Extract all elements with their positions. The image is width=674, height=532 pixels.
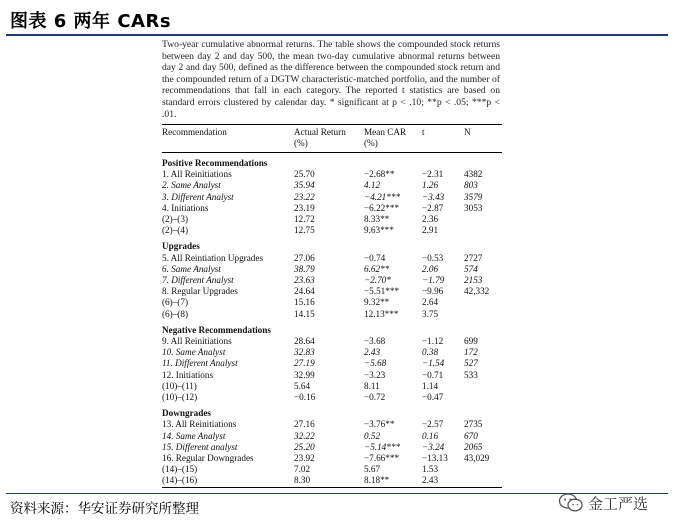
cell-mean-car: −5.68 [364,358,387,369]
cell-actual-return: 38.79 [294,263,315,274]
cell-mean-car: −3.68 [364,336,386,347]
title-divider [6,34,668,36]
cell-recommendation: 12. Initiations [162,369,214,380]
cell-recommendation: 16. Regular Downgrades [162,453,254,464]
cell-recommendation: (6)–(7) [162,297,189,308]
cell-t: 2.43 [422,475,464,487]
cell-t: −2.31 [422,169,444,180]
cell-recommendation: (10)–(12) [162,392,198,403]
cell-t: 0.38 [422,347,439,358]
section-header-row [162,153,502,170]
table-row [162,264,502,275]
cell-mean-car: 9.63*** [364,225,394,236]
cell-t: −0.47 [422,392,444,403]
cell-n [464,225,502,236]
header-actual-return: Actual Return (%) [294,127,346,148]
cell-actual-return: 32.22 [294,430,315,441]
cell-actual-return: 25.70 [294,169,315,180]
cell-mean-car: −6.22*** [364,202,400,213]
table-caption: Two-year cumulative abnormal returns. The table shows the compounded stock returns between day 2 and day 500, the mean two-day cumulative abnormal returns between day 2 and day 500, defined as the difference between the compounded stock return and the compounded return of a DGTW characteristic-matched portfolio, and the number of recommendations that fall in each category. The reported t statistics are based on standard errors clustered by calendar day. * significant at p < .10; **p < .05; ***p < .01. [162,39,500,120]
cell-t: 2.91 [422,225,439,236]
cell-mean-car: −0.72 [364,392,386,403]
cell-mean-car: −5.14*** [364,441,401,452]
cell-t: 0.16 [422,430,439,441]
cell-mean-car: −7.66*** [364,453,400,464]
cell-actual-return: 25.20 [294,441,315,452]
cell-recommendation: 15. Different analyst [162,441,238,452]
cell-actual-return: 28.64 [294,336,315,347]
table-row [162,419,502,430]
header-mean-car: Mean CAR (%) [364,127,407,148]
cell-t: −13.13 [422,453,448,464]
cell-recommendation: 8. Regular Upgrades [162,286,238,297]
cell-recommendation: 2. Same Analyst [162,180,221,191]
cell-t: −3.43 [422,191,445,202]
header-recommendation: Recommendation [162,127,227,137]
cell-recommendation: 14. Same Analyst [162,430,226,441]
cell-recommendation: 3. Different Analyst [162,191,234,202]
cell-t: −9.96 [422,286,444,297]
cell-n: 527 [464,358,478,369]
table-row [162,358,502,369]
cell-t: 2.64 [422,297,439,308]
table-row [162,464,502,475]
cell-actual-return: 27.16 [294,419,315,430]
table-header-row [162,125,502,153]
cell-t: −3.24 [422,441,445,452]
table-row [162,297,502,308]
table-row [162,286,502,297]
cell-mean-car: −4.21*** [364,191,401,202]
cell-mean-car: 8.33** [364,214,390,225]
table-row [162,347,502,358]
section-header-row [162,320,502,336]
cell-actual-return: 12.72 [294,214,315,225]
table-row [162,370,502,381]
cell-n [464,392,502,403]
cell-n [464,475,502,487]
cell-mean-car: 8.18** [364,475,422,487]
cell-mean-car: 8.11 [364,380,380,391]
cell-n: 2153 [464,275,483,286]
cell-actual-return: 7.02 [294,464,311,475]
cell-mean-car: 9.32** [364,297,390,308]
cell-n: 803 [464,180,478,191]
cell-recommendation: 7. Different Analyst [162,275,234,286]
cell-n [464,297,502,308]
brand-watermark [558,492,648,514]
cell-n: 2727 [464,252,483,263]
cell-actual-return: 15.16 [294,297,315,308]
cell-mean-car: 0.52 [364,430,381,441]
cell-mean-car: −2.68** [364,169,395,180]
cell-n: 2065 [464,441,483,452]
wechat-icon [558,492,584,514]
cell-recommendation: 1. All Reinitiations [162,169,232,180]
cell-recommendation: (10)–(11) [162,380,197,391]
cell-t: −2.87 [422,202,444,213]
cell-actual-return: 5.64 [294,380,311,391]
table-body [162,153,502,488]
table-row [162,192,502,203]
cell-recommendation: 13. All Reinitiations [162,419,237,430]
cell-mean-car: 12.13*** [364,308,399,319]
cell-recommendation: (14)–(16) [162,475,294,487]
car-table [162,124,502,488]
cell-actual-return: −0.16 [294,392,316,403]
cell-t: −1.54 [422,358,445,369]
table-row [162,203,502,214]
cell-recommendation: 9. All Reinitiations [162,336,232,347]
brand-name: 金工严选 [588,494,649,513]
cell-recommendation: (2)–(3) [162,214,189,225]
cell-mean-car: −3.23 [364,369,386,380]
table-row [162,169,502,180]
section-title: Upgrades [162,241,200,252]
table-row [162,475,502,487]
table-row [162,336,502,347]
cell-recommendation: 4. Initiations [162,202,209,213]
cell-n [464,309,502,320]
cell-n: 699 [464,336,478,347]
header-t: t [422,127,425,137]
cell-n: 533 [464,369,478,380]
table-row [162,453,502,464]
section-title: Negative Recommendations [162,324,271,335]
cell-actual-return: 27.06 [294,252,315,263]
cell-t: −2.57 [422,419,444,430]
cell-mean-car: −0.74 [364,252,386,263]
cell-t: 1.14 [422,380,439,391]
cell-n: 3579 [464,191,483,202]
cell-t: 2.36 [422,214,439,225]
cell-t: −1.79 [422,275,445,286]
cell-actual-return: 12.75 [294,225,315,236]
cell-actual-return: 23.92 [294,453,315,464]
section-header-row [162,236,502,252]
cell-recommendation: 5. All Reintiation Upgrades [162,252,264,263]
cell-n [464,214,502,225]
cell-n: 3053 [464,202,483,213]
cell-recommendation: (6)–(8) [162,308,189,319]
header-n: N [464,127,471,137]
table-row [162,442,502,453]
cell-n [464,464,502,475]
cell-n: 670 [464,430,478,441]
cell-n: 42,332 [464,286,490,297]
cell-recommendation: 11. Different Analyst [162,358,238,369]
table-row [162,180,502,191]
cell-actual-return: 32.99 [294,369,315,380]
cell-actual-return: 8.30 [294,475,364,487]
table-row [162,309,502,320]
cell-n: 172 [464,347,478,358]
source-note: 资料来源：华安证券研究所整理 [10,501,199,517]
cell-mean-car: 2.43 [364,347,381,358]
table-row [162,431,502,442]
cell-mean-car: 4.12 [364,180,381,191]
table-row [162,392,502,403]
cell-actual-return: 23.63 [294,275,315,286]
cell-actual-return: 23.19 [294,202,315,213]
cell-n: 574 [464,263,478,274]
cell-n: 4382 [464,169,483,180]
cell-n: 2735 [464,419,483,430]
cell-recommendation: (2)–(4) [162,225,189,236]
section-title: Positive Recommendations [162,158,268,168]
cell-actual-return: 14.15 [294,308,315,319]
table-row [162,275,502,286]
cell-t: 2.06 [422,263,439,274]
cell-t: −0.71 [422,369,444,380]
cell-t: −1.12 [422,336,444,347]
table-row [162,225,502,236]
cell-t: 1.26 [422,180,439,191]
cell-recommendation: (14)–(15) [162,464,198,475]
cell-actual-return: 35.94 [294,180,315,191]
cell-actual-return: 32.83 [294,347,315,358]
cell-recommendation: 6. Same Analyst [162,263,221,274]
cell-t: −0.53 [422,252,444,263]
cell-actual-return: 27.19 [294,358,315,369]
cell-mean-car: −2.70* [364,275,391,286]
cell-actual-return: 23.22 [294,191,315,202]
cell-n [464,381,502,392]
cell-t: 1.53 [422,464,439,475]
figure-title: 图表 6 两年 CARs [10,11,172,32]
cell-t: 3.75 [422,308,439,319]
section-header-row [162,403,502,419]
cell-actual-return: 24.64 [294,286,315,297]
section-title: Downgrades [162,408,212,419]
cell-mean-car: −5.51*** [364,286,400,297]
cell-n: 43,029 [464,453,490,464]
cell-mean-car: 5.67 [364,464,381,475]
table-row [162,214,502,225]
cell-mean-car: 6.62** [364,263,390,274]
cell-recommendation: 10. Same Analyst [162,347,226,358]
table-row [162,381,502,392]
cell-mean-car: −3.76** [364,419,395,430]
table-row [162,253,502,264]
